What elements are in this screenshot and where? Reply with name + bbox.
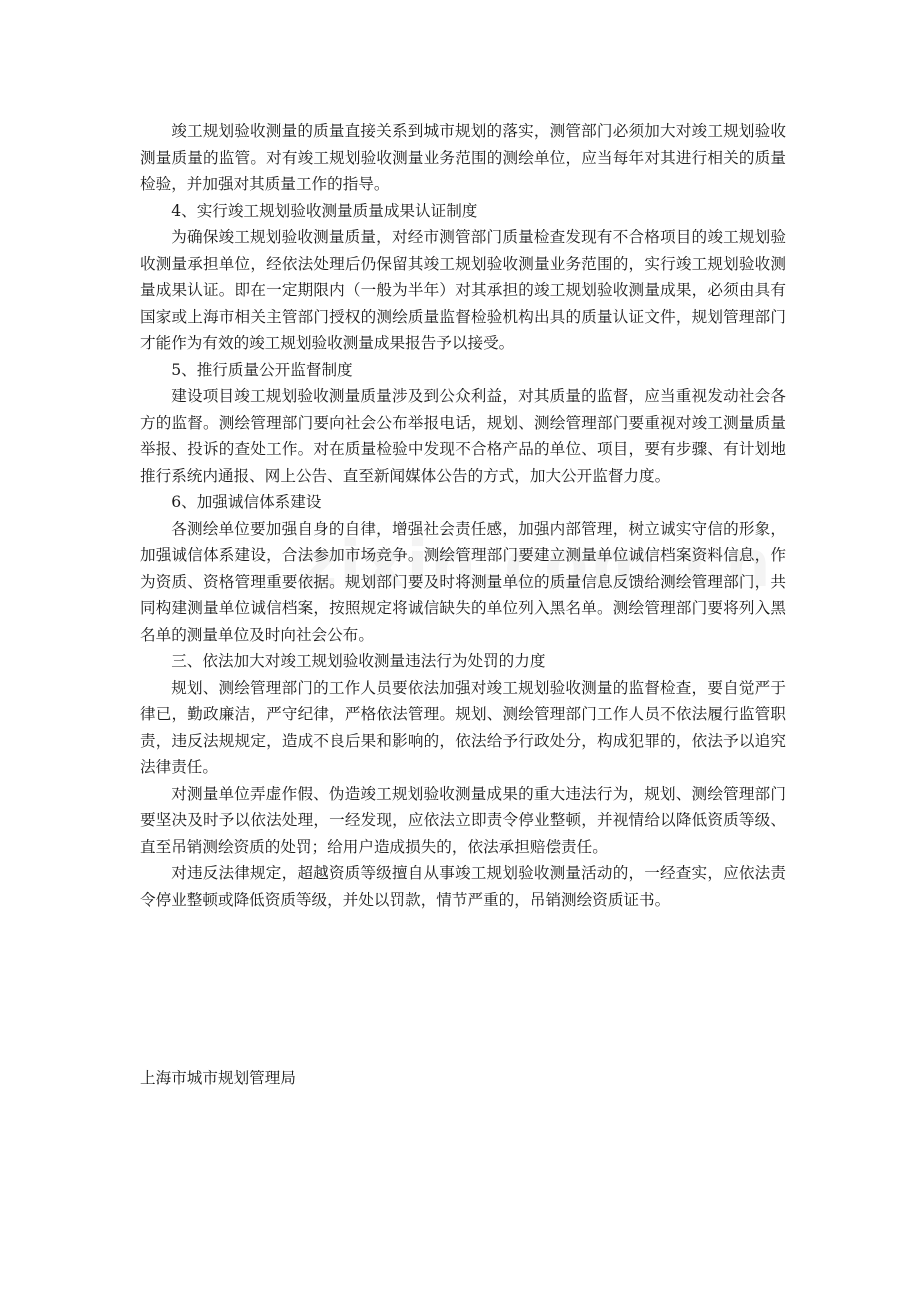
- heading-item-4: 4、实行竣工规划验收测量质量成果认证制度: [171, 201, 478, 220]
- heading-item-6: 6、加强诚信体系建设: [171, 493, 322, 511]
- paragraph-fraud-penalty: 对测量单位弄虚作假、伪造竣工规划验收测量成果的重大违法行为，规划、测绘管理部门要坚决及时予以依法处理，一经发现，应依法立即责令停业整顿，并视情给以降低资质等级、直至吊销测绘资质的处罚；给用户造成损失的，依法承担赔偿责任。: [140, 784, 786, 856]
- paragraph-public-supervision: 建设项目竣工规划验收测量质量涉及到公众利益，对其质量的监督，应当重视发动社会各方的监督。测绘管理部门要向社会公布举报电话，规划、测绘管理部门要重视对竣工测量质量举报、投诉的查处工作。对在质量检验中发现不合格产品的单位、项目，要有步骤、有计划地推行系统内通报、网上公告、直至新闻媒体公告的方式，加大公开监督力度。: [140, 387, 786, 485]
- paragraph-staff-discipline: 规划、测绘管理部门的工作人员要依法加强对竣工规划验收测量的监督检查，要自觉严于律已，勤政廉洁，严守纪律，严格依法管理。规划、测绘管理部门工作人员不依法履行监管职责，违反法规规定，造成不良后果和影响的，依法给予行政处分，构成犯罪的，依法予以追究法律责任。: [140, 678, 786, 776]
- issuer-signature: 上海市城市规划管理局: [140, 1069, 296, 1087]
- document-body: [140, 118, 786, 913]
- paragraph-unqualified-activity: 对违反法律规定，超越资质等级擅自从事竣工规划验收测量活动的，一经查实，应依法责令停业整顿或降低资质等级，并处以罚款，情节严重的，吊销测绘资质证书。: [140, 864, 786, 909]
- paragraph-certification: 为确保竣工规划验收测量质量，对经市测管部门质量检查发现有不合格项目的竣工规划验收测量承担单位，经依法处理后仍保留其竣工规划验收测量业务范围的，实行竣工规划验收测量成果认证。即在一定期限内（一般为半年）对其承担的竣工规划验收测量成果，必须由具有国家或上海市相关主管部门授权的测绘质量监督检验机构出具的质量认证文件，规划管理部门才能作为有效的竣工规划验收测量成果报告予以接受。: [140, 228, 786, 352]
- paragraph-integrity-system: 各测绘单位要加强自身的自律，增强社会责任感，加强内部管理，树立诚实守信的形象，加强诚信体系建设，合法参加市场竞争。测绘管理部门要建立测量单位诚信档案资料信息，作为资质、资格管理重要依据。规划部门要及时将测量单位的质量信息反馈给测绘管理部门，共同构建测量单位诚信档案，按照规定将诚信缺失的单位列入黑名单。测绘管理部门要将列入黑名单的测量单位及时向社会公布。: [140, 519, 786, 644]
- heading-section-3: 三、依法加大对竣工规划验收测量违法行为处罚的力度: [171, 652, 546, 670]
- paragraph-quality-supervision: 竣工规划验收测量的质量直接关系到城市规划的落实，测管部门必须加大对竣工规划验收测量质量的监管。对有竣工规划验收测量业务范围的测绘单位，应当每年对其进行相关的质量检验，并加强对其质量工作的指导。: [140, 122, 786, 193]
- heading-item-5: 5、推行质量公开监督制度: [171, 360, 353, 379]
